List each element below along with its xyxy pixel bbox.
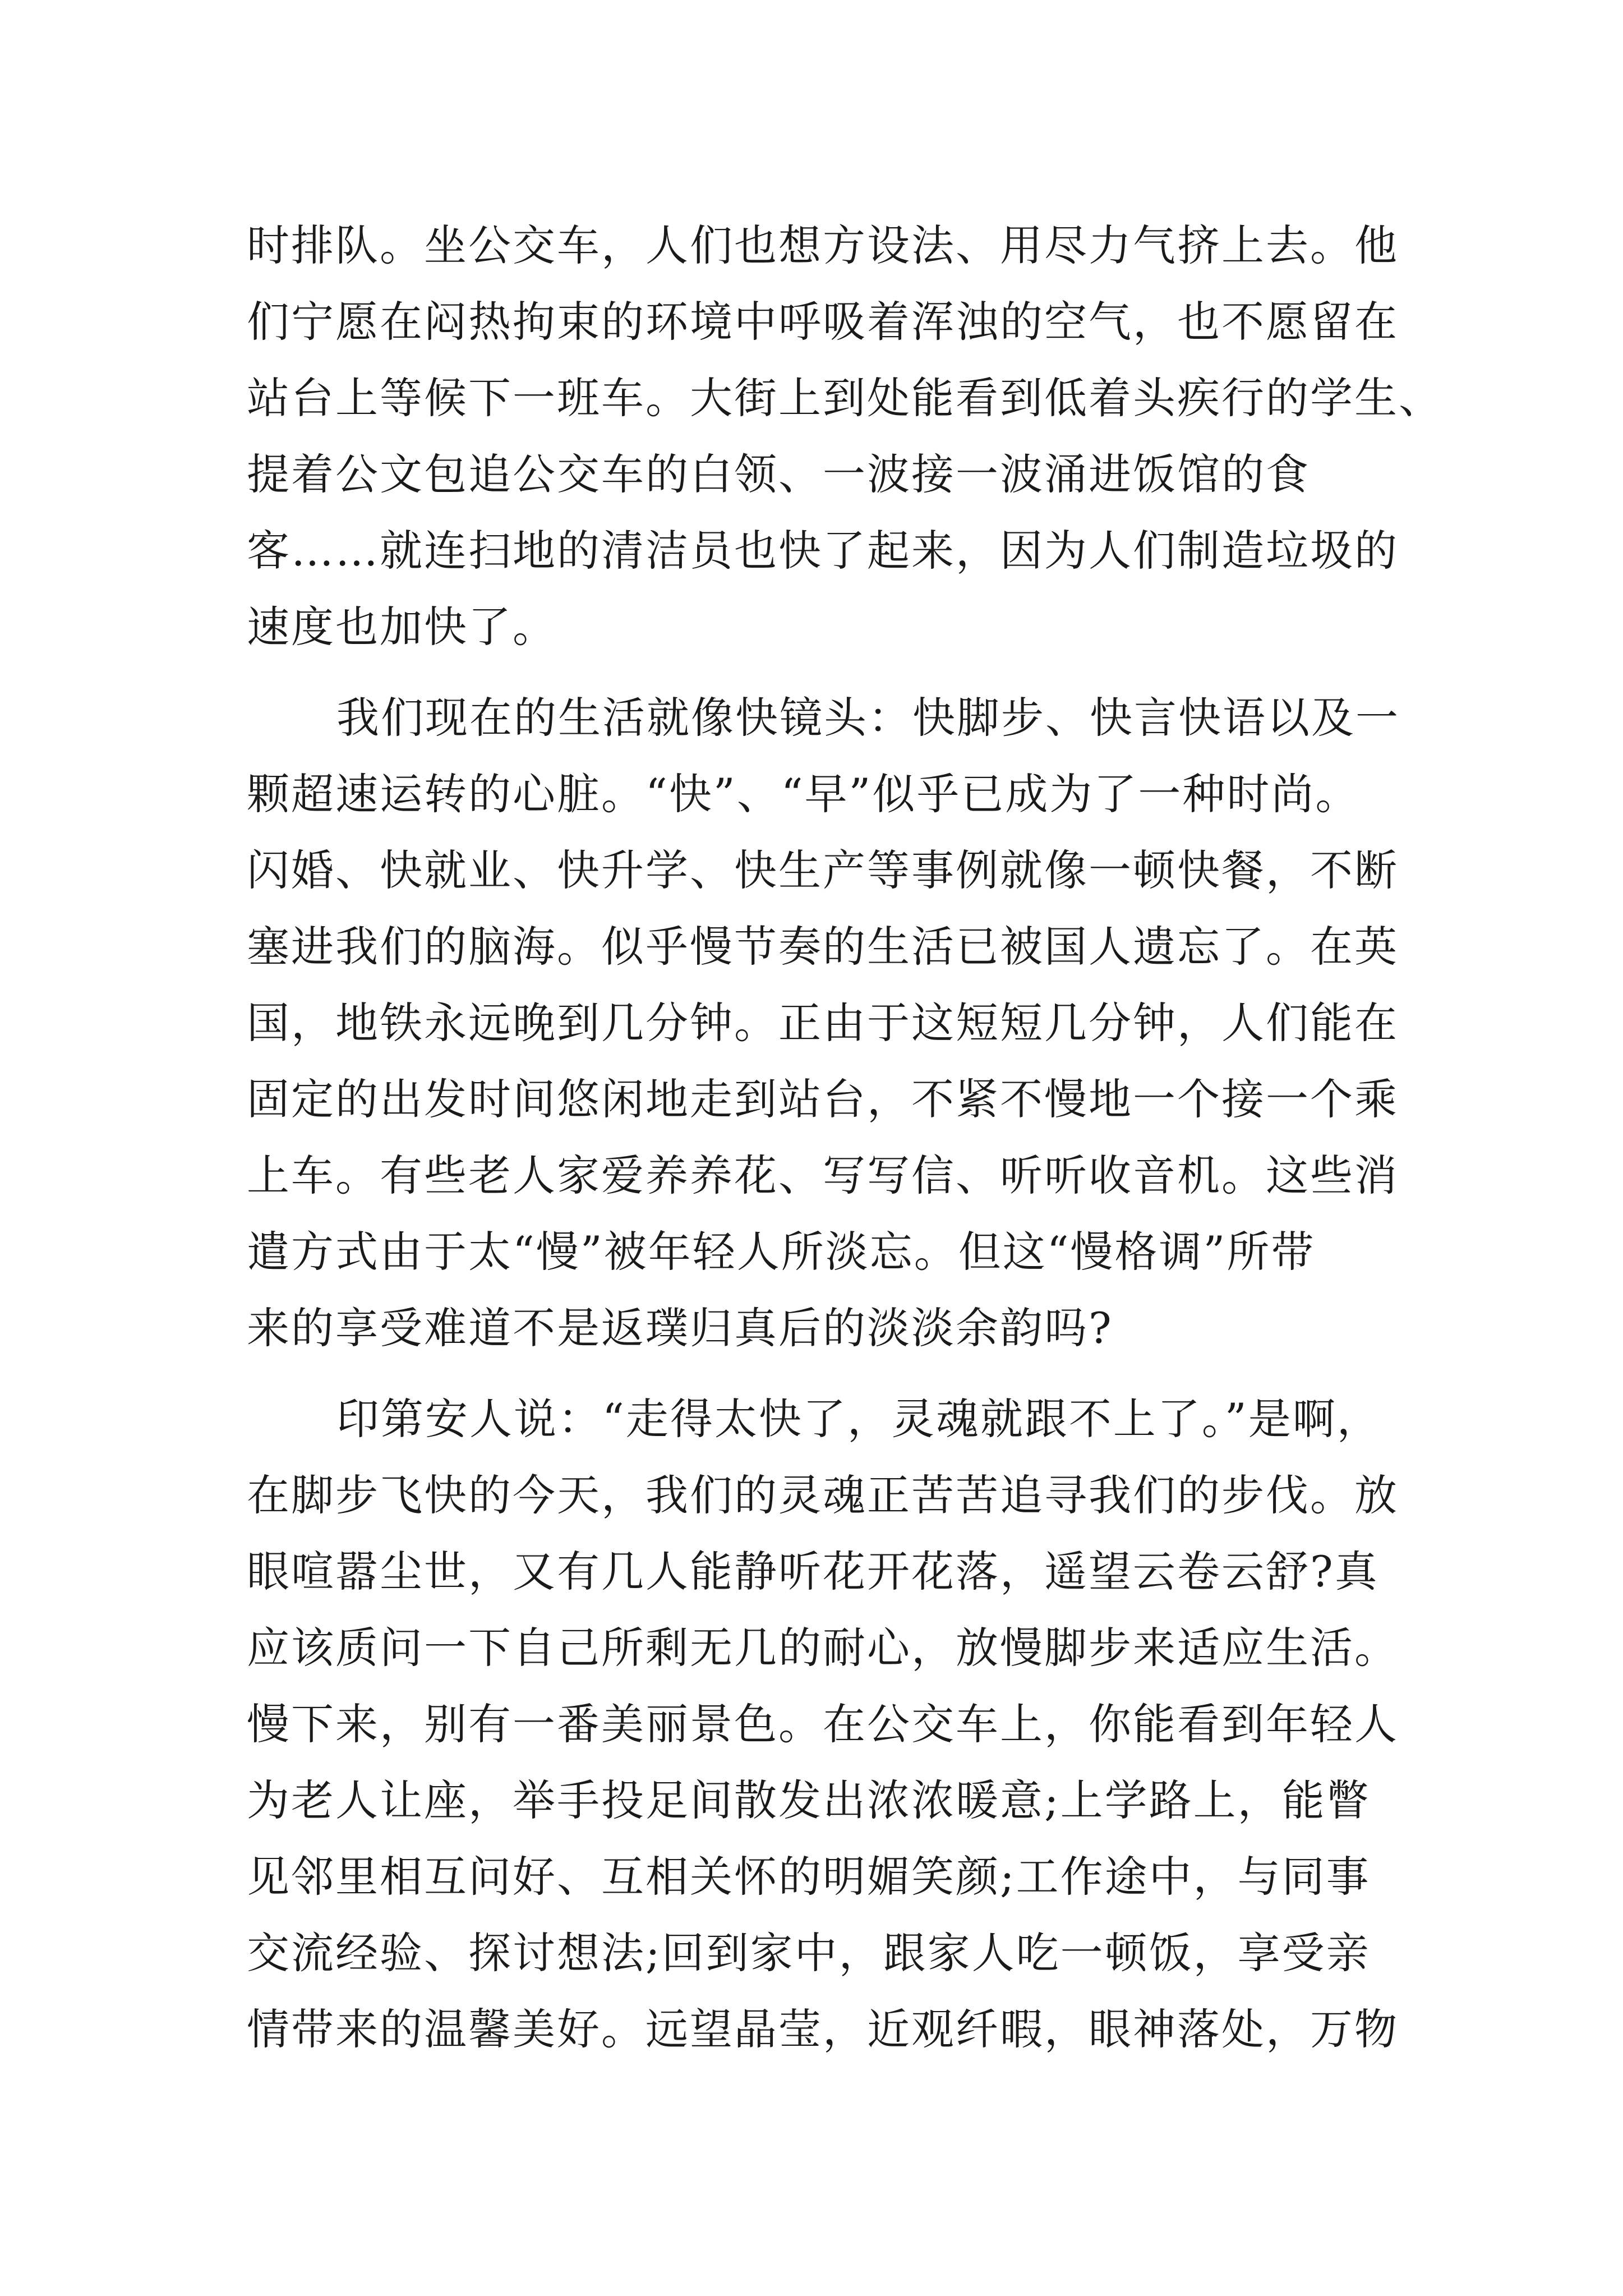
text-line: 上车。有些老人家爱养养花、写写信、听听收音机。这些消 [247,1151,1399,1200]
text-line: 客……就连扫地的清洁员也快了起来，因为人们制造垃圾的 [247,526,1399,576]
text-line: 印第安人说：“走得太快了，灵魂就跟不上了。”是啊， [336,1394,1381,1444]
text-line: 情带来的温馨美好。远望晶莹，近观纤暇，眼神落处，万物 [247,2004,1399,2054]
text-line: 遣方式由于太“慢”被年轻人所淡忘。但这“慢格调”所带 [247,1227,1316,1277]
text-line: 交流经验、探讨想法;回到家中，跟家人吃一顿饭，享受亲 [247,1928,1371,1978]
text-line: 慢下来，别有一番美丽景色。在公交车上，你能看到年轻人 [247,1699,1399,1749]
text-line: 来的享受难道不是返璞归真后的淡淡余韵吗? [247,1303,1113,1353]
text-line: 们宁愿在闷热拘束的环境中呼吸着浑浊的空气，也不愿留在 [247,297,1399,347]
body-text [247,208,1443,2068]
text-line: 固定的出发时间悠闲地走到站台，不紧不慢地一个接一个乘 [247,1074,1399,1124]
text-line: 速度也加快了。 [247,602,557,652]
text-line: 塞进我们的脑海。似乎慢节奏的生活已被国人遗忘了。在英 [247,922,1399,972]
text-line: 见邻里相互问好、互相关怀的明媚笑颜;工作途中，与同事 [247,1852,1371,1902]
text-line: 我们现在的生活就像快镜头：快脚步、快言快语以及一 [336,693,1400,743]
text-line: 站台上等候下一班车。大街上到处能看到低着头疾行的学生、 [247,373,1443,423]
paragraph-gap [247,665,1402,680]
text-line: 应该质问一下自己所剩无几的耐心，放慢脚步来适应生活。 [247,1623,1399,1673]
text-line: 为老人让座，举手投足间散发出浓浓暖意;上学路上，能瞥 [247,1775,1371,1825]
text-line: 颗超速运转的心脏。“快”、“早”似乎已成为了一种时尚。 [247,769,1360,819]
text-line: 闪婚、快就业、快升学、快生产等事例就像一顿快餐，不断 [247,845,1399,895]
text-line: 时排队。坐公交车，人们也想方设法、用尽力气挤上去。他 [247,220,1399,270]
text-line: 在脚步飞快的今天，我们的灵魂正苦苦追寻我们的步伐。放 [247,1470,1399,1520]
text-line: 眼喧嚣尘世，又有几人能静听花开花落，遥望云卷云舒?真 [247,1547,1379,1596]
paragraph-gap [247,1366,1402,1381]
text-line: 提着公文包追公交车的白领、一波接一波涌进饭馆的食 [247,449,1310,499]
text-line: 国，地铁永远晚到几分钟。正由于这短短几分钟，人们能在 [247,998,1399,1048]
